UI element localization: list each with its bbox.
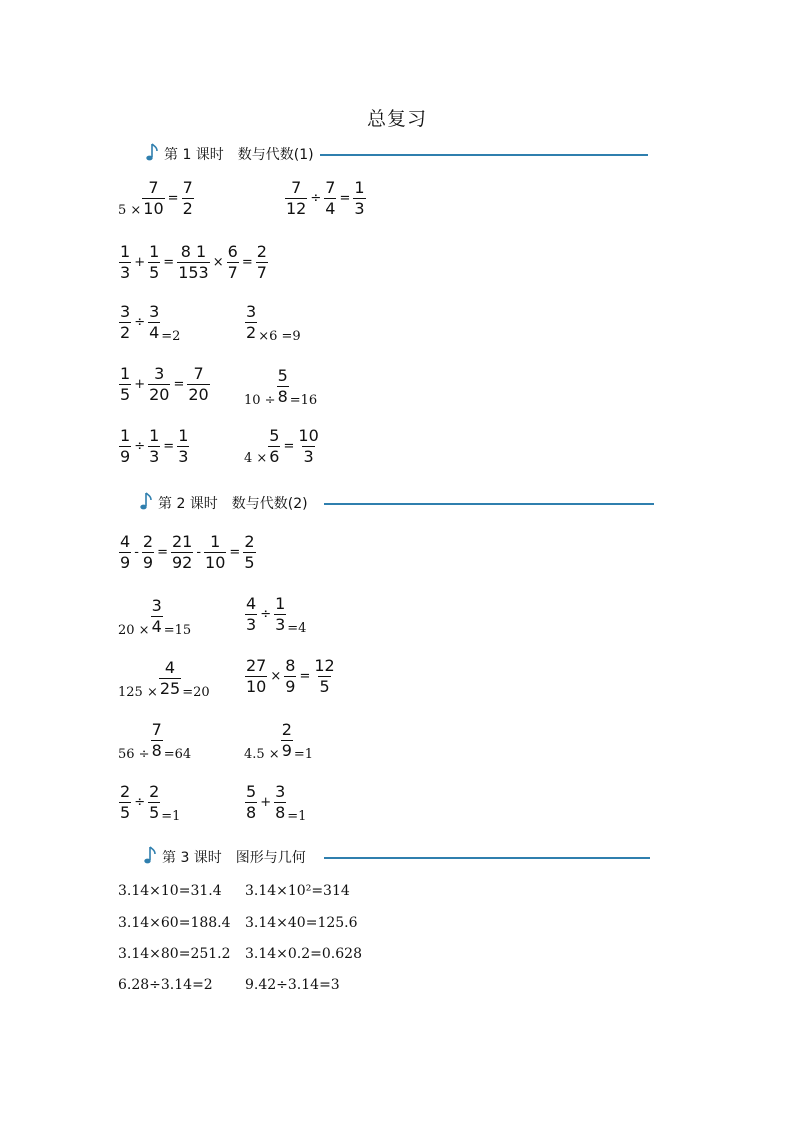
fraction: $\frac{27}{10}$ [246, 655, 267, 696]
fraction: $\frac{2}{5}$ [149, 781, 160, 822]
fraction: $\frac{12}{5}$ [314, 655, 335, 696]
equation: $\frac{3}{2}$ ×6 =9 [246, 301, 301, 344]
fraction: $\frac{4}{25}$ [159, 657, 181, 698]
equation: 3.14×60=188.4 [118, 915, 231, 931]
equation: $\frac{4}{9}$ - $\frac{2}{9}$ = $\frac{21}{92}$ - $\frac{1}{10}$ = $\frac{2}{5}$ [120, 531, 255, 572]
fraction: $\frac{21}{92}$ [171, 531, 193, 572]
fraction: $\frac{1}{3}$ [354, 177, 365, 218]
equation: $\frac{1}{3}$ + $\frac{1}{5}$ = $\frac{8 1}{153}$ × $\frac{6}{7}$ = $\frac{2}{7}$ [120, 241, 267, 282]
section-header-2 [138, 491, 656, 515]
section-title: 第 1 课时 数与代数(1) [164, 147, 314, 163]
equation: 9.42÷3.14=3 [245, 977, 340, 993]
equation: $\frac{27}{10}$ × $\frac{8}{9}$ = $\frac{12}{5}$ [246, 655, 335, 696]
fraction: $\frac{2}{7}$ [256, 241, 267, 282]
equation: $\frac{1}{5}$ + $\frac{3}{20}$ = $\frac{7}{20}$ [120, 363, 209, 404]
equation: 4 × $\frac{5}{6}$ = $\frac{10}{3}$ [244, 425, 319, 466]
fraction: $\frac{7}{10}$ [143, 177, 164, 218]
fraction: $\frac{6}{7}$ [227, 241, 238, 282]
equation: 3.14×40=125.6 [245, 915, 358, 931]
equation: $\frac{2}{5}$ ÷ $\frac{2}{5}$ =1 [120, 781, 181, 824]
fraction: $\frac{2}{5}$ [244, 531, 255, 572]
section-header-1 [144, 142, 650, 166]
section-title: 第 2 课时 数与代数(2) [158, 496, 308, 512]
divider [324, 503, 654, 505]
equation: 4.5 × $\frac{2}{9}$ =1 [244, 719, 314, 762]
equation: 10 ÷ $\frac{5}{8}$ =16 [244, 365, 318, 408]
equation: $\frac{7}{12}$ ÷ $\frac{7}{4}$ = $\frac{1}{3}$ [286, 177, 365, 218]
equation: 3.14×0.2=0.628 [245, 946, 362, 962]
music-note-icon [138, 491, 154, 513]
fraction: $\frac{1}{5}$ [120, 363, 131, 404]
fraction: $\frac{3}{4}$ [149, 301, 160, 342]
fraction: $\frac{1}{9}$ [120, 425, 131, 466]
divider [324, 857, 650, 859]
fraction: $\frac{8 1}{153}$ [178, 241, 209, 282]
equation: $\frac{1}{9}$ ÷ $\frac{1}{3}$ = $\frac{1}{3}$ [120, 425, 189, 466]
divider [320, 154, 648, 156]
fraction: $\frac{10}{3}$ [298, 425, 319, 466]
section-header-3 [142, 845, 652, 869]
music-note-icon [142, 845, 158, 867]
equation: $\frac{3}{2}$ ÷ $\frac{3}{4}$ =2 [120, 301, 181, 344]
fraction: $\frac{3}{4}$ [151, 595, 162, 636]
fraction: $\frac{1}{3}$ [275, 593, 286, 634]
fraction: $\frac{2}{9}$ [142, 531, 154, 572]
fraction: $\frac{7}{12}$ [286, 177, 307, 218]
fraction: $\frac{3}{2}$ [246, 301, 257, 342]
fraction: $\frac{1}{10}$ [205, 531, 226, 572]
fraction: $\frac{1}{5}$ [149, 241, 160, 282]
fraction: $\frac{4}{9}$ [120, 531, 131, 572]
equation: 3.14×80=251.2 [118, 946, 231, 962]
page-title: 总复习 [366, 108, 427, 130]
equation: 5 × $\frac{7}{10}$ = $\frac{7}{2}$ [118, 177, 193, 218]
equation: 125 × $\frac{4}{25}$ =20 [118, 657, 210, 700]
fraction: $\frac{5}{6}$ [269, 425, 280, 466]
fraction: $\frac{1}{3}$ [120, 241, 131, 282]
fraction: $\frac{7}{20}$ [188, 363, 209, 404]
fraction: $\frac{1}{3}$ [178, 425, 189, 466]
fraction: $\frac{1}{3}$ [149, 425, 160, 466]
section-title: 第 3 课时 图形与几何 [162, 850, 306, 866]
fraction: $\frac{4}{3}$ [246, 593, 257, 634]
equation: 6.28÷3.14=2 [118, 977, 213, 993]
fraction: $\frac{3}{8}$ [275, 781, 286, 822]
fraction: $\frac{7}{8}$ [151, 719, 162, 760]
equation: 56 ÷ $\frac{7}{8}$ =64 [118, 719, 192, 762]
fraction: $\frac{5}{8}$ [246, 781, 257, 822]
fraction: $\frac{5}{8}$ [277, 365, 288, 406]
equation: $\frac{5}{8}$ + $\frac{3}{8}$ =1 [246, 781, 307, 824]
equation: $\frac{4}{3}$ ÷ $\frac{1}{3}$ =4 [246, 593, 307, 636]
fraction: $\frac{2}{9}$ [281, 719, 292, 760]
equation: 3.14×10²=314 [245, 883, 350, 899]
fraction: $\frac{2}{5}$ [120, 781, 131, 822]
music-note-icon [144, 142, 160, 164]
fraction: $\frac{8}{9}$ [285, 655, 296, 696]
fraction: $\frac{3}{20}$ [149, 363, 170, 404]
fraction: $\frac{7}{4}$ [325, 177, 336, 218]
fraction: $\frac{7}{2}$ [182, 177, 193, 218]
equation: 20 × $\frac{3}{4}$ =15 [118, 595, 192, 638]
fraction: $\frac{3}{2}$ [120, 301, 131, 342]
equation: 3.14×10=31.4 [118, 883, 222, 899]
